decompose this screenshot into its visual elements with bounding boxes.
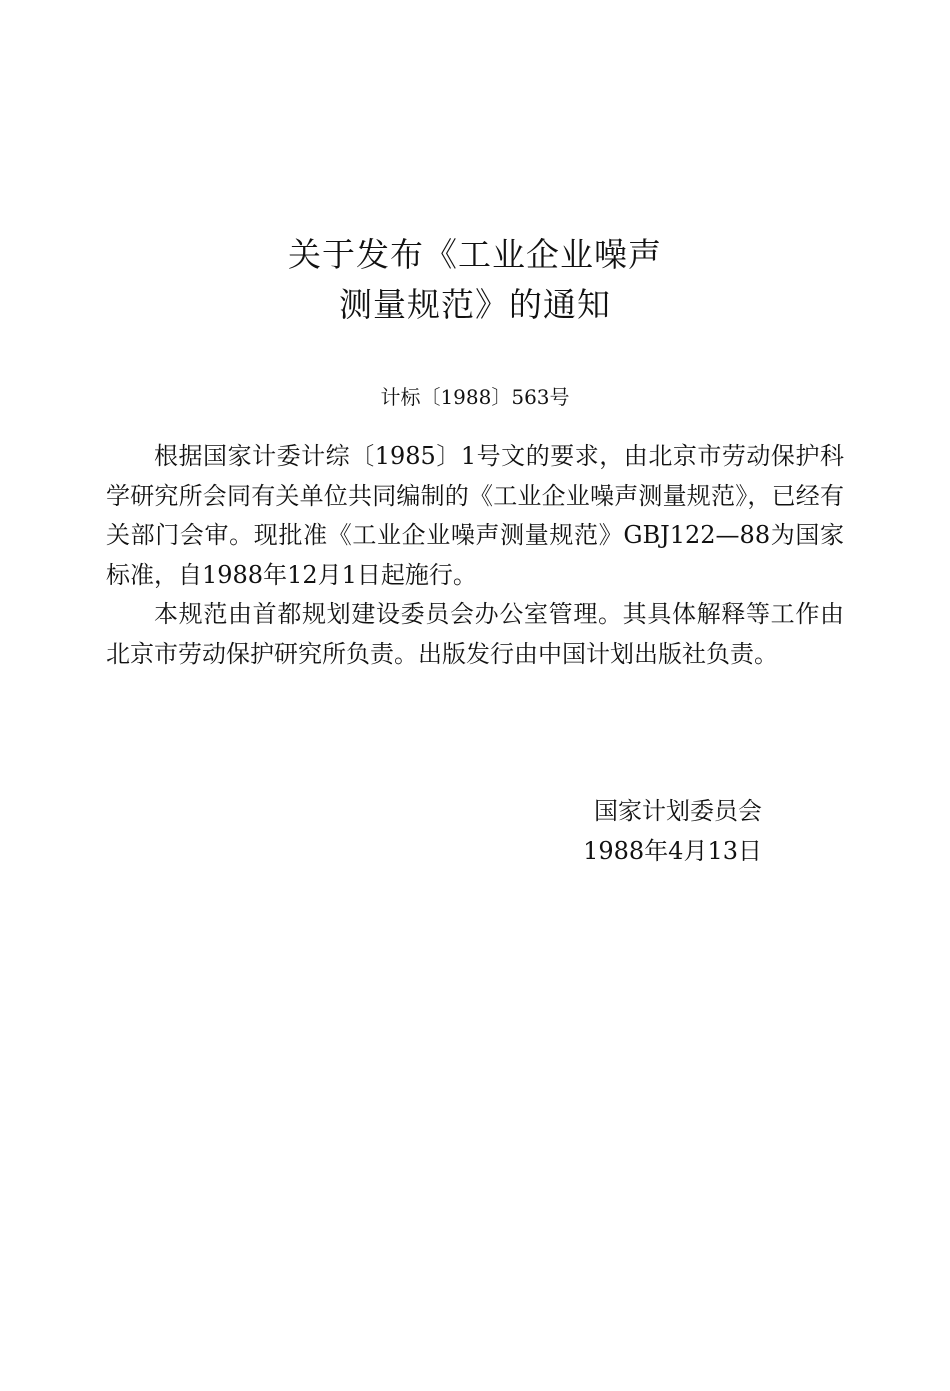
issuer-name: 国家计划委员会 xyxy=(594,797,762,825)
title-line-2: 测量规范》的通知 xyxy=(339,285,611,324)
title-line-1: 关于发布《工业企业噪声 xyxy=(288,235,662,274)
notice-body xyxy=(106,437,844,675)
issue-date: 1988年4月13日 xyxy=(583,837,762,865)
document-number: 计标〔1988〕563号 xyxy=(380,385,570,409)
paragraph-management: 本规范由首都规划建设委员会办公室管理。其具体解释等工作由北京市劳动保护研究所负责。出版发行由中国计划出版社负责。 xyxy=(106,600,844,668)
paragraph-approval: 根据国家计委计综〔1985〕1号文的要求，由北京市劳动保护科学研究所会同有关单位共同编制的《工业企业噪声测量规范》，已经有关部门会审。现批准《工业企业噪声测量规范》GBJ122—88为国家标准，自1988年12月1日起施行。 xyxy=(106,442,844,589)
